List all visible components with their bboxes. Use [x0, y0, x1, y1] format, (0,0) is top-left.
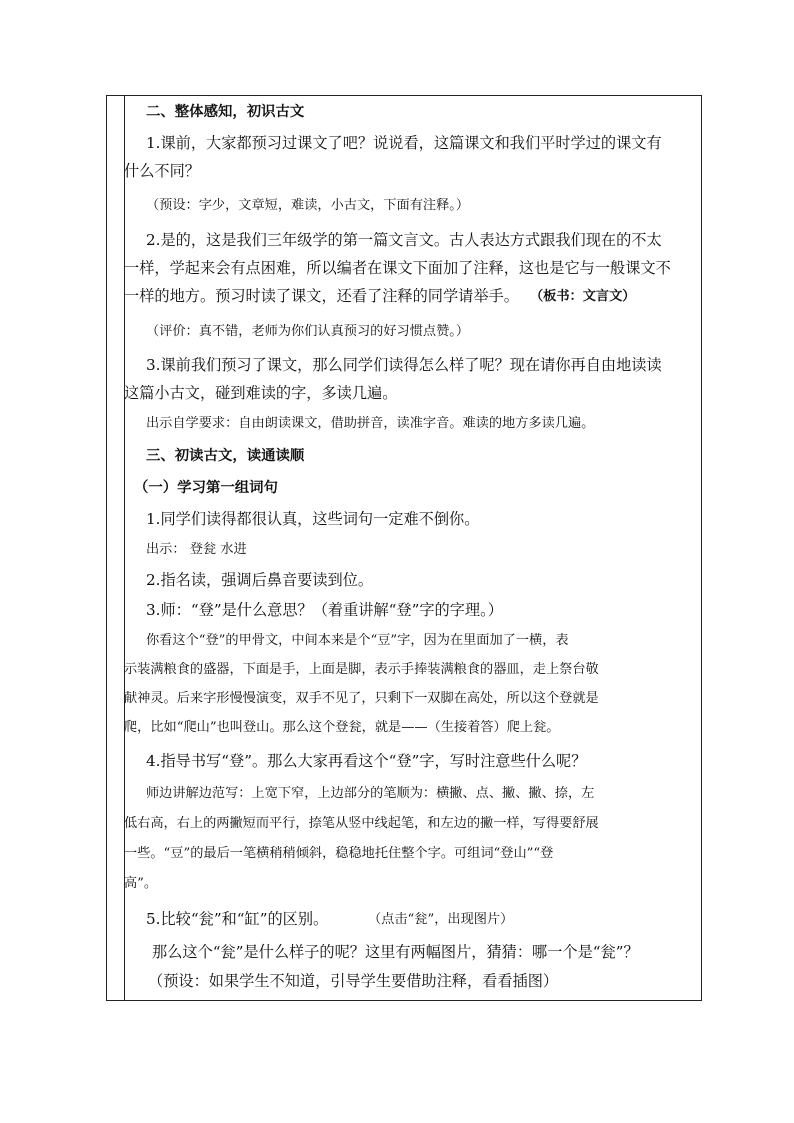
paragraph-line: 3.课前我们预习了课文，那么同学们读得怎么样了呢？现在请你再自由地读读 — [146, 356, 662, 374]
click-note: （点击“瓮”，出现图片） — [368, 912, 514, 927]
paragraph-line: 2.是的，这是我们三年级学的第一篇文言文。古人表达方式跟我们现在的不太 — [146, 231, 662, 249]
explanation-line: 献神灵。后来字形慢慢演变，双手不见了，只剩下一双脚在高处，所以这个登就是 — [124, 691, 599, 706]
section-heading-2: 二、整体感知，初识古文 — [146, 103, 305, 120]
paragraph-line: 1.课前，大家都预习过课文了吧？说说看，这篇课文和我们平时学过的课文有 — [146, 134, 662, 152]
lesson-content — [124, 95, 702, 1001]
paragraph-line: 一样的地方。预习时读了课文，还看了注释的同学请举手。 — [124, 287, 519, 305]
paragraph-line: 3.师：“登”是什么意思？（着重讲解“登”字的字理。） — [146, 601, 503, 619]
preset-note: （预设：如果学生不知道，引导学生要借助注释，看看插图） — [148, 972, 559, 990]
writing-guide-line: 一些。“豆”的最后一笔横稍稍倾斜，稳稳地托住整个字。可组词“登山”“登 — [124, 846, 554, 861]
writing-guide-line: 高”。 — [124, 876, 158, 891]
explanation-line: 你看这个“登”的甲骨文，中间本来是个“豆”字，因为在里面加了一横，表 — [146, 633, 569, 648]
paragraph-line: 这篇小古文，碰到难读的字，多读几遍。 — [124, 384, 398, 402]
paragraph-line: 一样，学起来会有点困难，所以编者在课文下面加了注释，这也是它与一般课文不 — [124, 259, 671, 277]
self-study-requirement: 出示自学要求：自由朗读课文，借助拼音，读准字音。难读的地方多读几遍。 — [146, 416, 595, 431]
preset-note: （预设：字少，文章短，难读，小古文，下面有注释。） — [146, 198, 470, 213]
paragraph-line: 什么不同？ — [124, 162, 200, 180]
paragraph-line: 5.比较“瓮”和“缸”的区别。 — [146, 910, 329, 928]
subsection-heading-1: （一）学习第一组词句 — [134, 479, 278, 496]
explanation-line: 示装满粮食的盛器，下面是手，上面是脚，表示手捧装满粮食的器皿，走上祭台敬 — [124, 662, 599, 677]
section-heading-3: 三、初读古文，读通读顺 — [146, 447, 305, 464]
writing-guide-line: 低右高，右上的两撇短而平行，捺笔从竖中线起笔，和左边的撇一样，写得要舒展 — [124, 816, 599, 831]
explanation-line: 爬，比如“爬山”也叫登山。那么这个登瓮，就是——（生接着答）爬上瓮。 — [124, 720, 560, 735]
paragraph-line: 那么这个“瓮”是什么样子的呢？这里有两幅图片，猜猜：哪一个是“瓮”？ — [152, 943, 639, 961]
display-words: 出示： 登瓮 水进 — [146, 542, 247, 557]
writing-guide-line: 师边讲解边范写：上宽下窄，上边部分的笔顺为：横撇、点、撇、撇、捺，左 — [146, 786, 595, 801]
board-note: （板书：文言文） — [530, 289, 636, 304]
paragraph-line: 1.同学们读得都很认真，这些词句一定难不倒你。 — [146, 510, 480, 528]
paragraph-line: 2.指名读，强调后鼻音要读到位。 — [146, 571, 374, 589]
evaluation-note: （评价：真不错，老师为你们认真预习的好习惯点赞。） — [146, 324, 470, 339]
paragraph-line: 4.指导书写“登”。那么大家再看这个“登”字，写时注意些什么呢？ — [146, 752, 587, 770]
